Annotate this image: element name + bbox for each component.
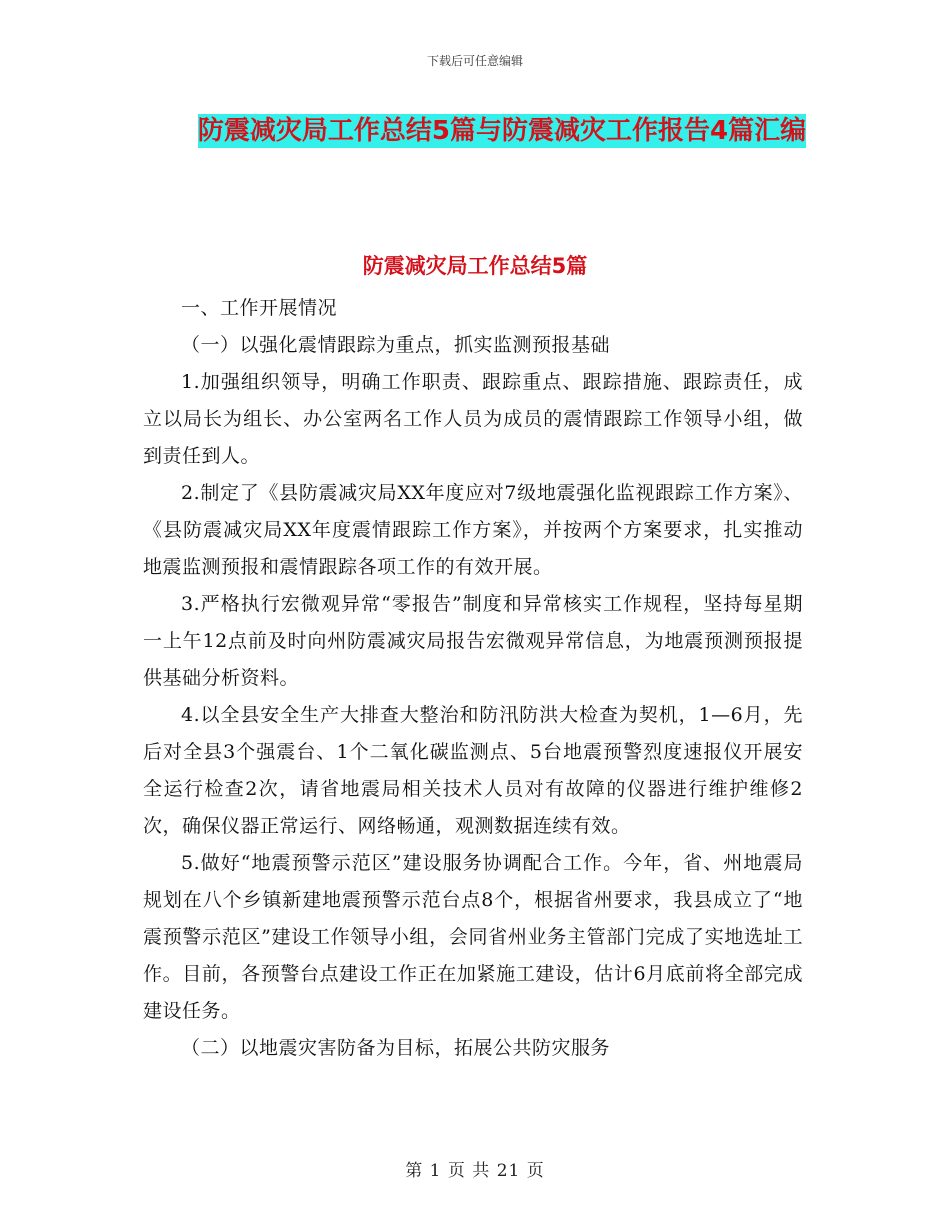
paragraph: 4.以全县安全生产大排查大整治和防汛防洪大检查为契机，1—6月，先后对全县3个强震台、1个二氧化碳监测点、5台地震预警烈度速报仪开展安全运行检查2次，请省地震局相关技术人员对有故障的仪器进行维护维修2次，确保仪器正常运行、网络畅通，观测数据连续有效。 (143, 704, 803, 837)
paragraph: 5.做好“地震预警示范区”建设服务协调配合工作。今年，省、州地震局规划在八个乡镇新建地震预警示范台点8个，根据省州要求，我县成立了“地震预警示范区”建设工作领导小组，会同省州业务主管部门完成了实地选址工作。目前，各预警台点建设工作正在加紧施工建设，估计6月底前将全部完成建设任务。 (143, 852, 803, 1022)
document-body (143, 290, 803, 1067)
paragraph-heading-1: 一、工作开展情况 (181, 297, 338, 319)
paragraph: 1.加强组织领导，明确工作职责、跟踪重点、跟踪措施、跟踪责任，成立以局长为组长、办公室两名工作人员为成员的震情跟踪工作领导小组，做到责任到人。 (143, 371, 803, 467)
paragraph-subheading-1: （一）以强化震情跟踪为重点，抓实监测预报基础 (181, 334, 611, 356)
paragraph-subheading-2: （二）以地震灾害防备为目标，拓展公共防灾服务 (181, 1037, 611, 1059)
section-title: 防震减灾局工作总结5篇 (362, 254, 588, 278)
page-footer: 第 1 页 共 21 页 (405, 1161, 545, 1181)
document-title-text: 防震减灾局工作总结5篇与防震减灾工作报告4篇汇编 (197, 116, 807, 146)
page-header-note: 下载后可任意编辑 (426, 54, 523, 68)
paragraph: 3.严格执行宏微观异常“零报告”制度和异常核实工作规程，坚持每星期一上午12点前及时向州防震减灾局报告宏微观异常信息，为地震预测预报提供基础分析资料。 (143, 593, 803, 689)
paragraph: 2.制定了《县防震减灾局XX年度应对7级地震强化监视跟踪工作方案》、《县防震减灾局XX年度震情跟踪工作方案》，并按两个方案要求，扎实推动地震监测预报和震情跟踪各项工作的有效开展。 (143, 482, 803, 578)
document-title (196, 108, 808, 155)
